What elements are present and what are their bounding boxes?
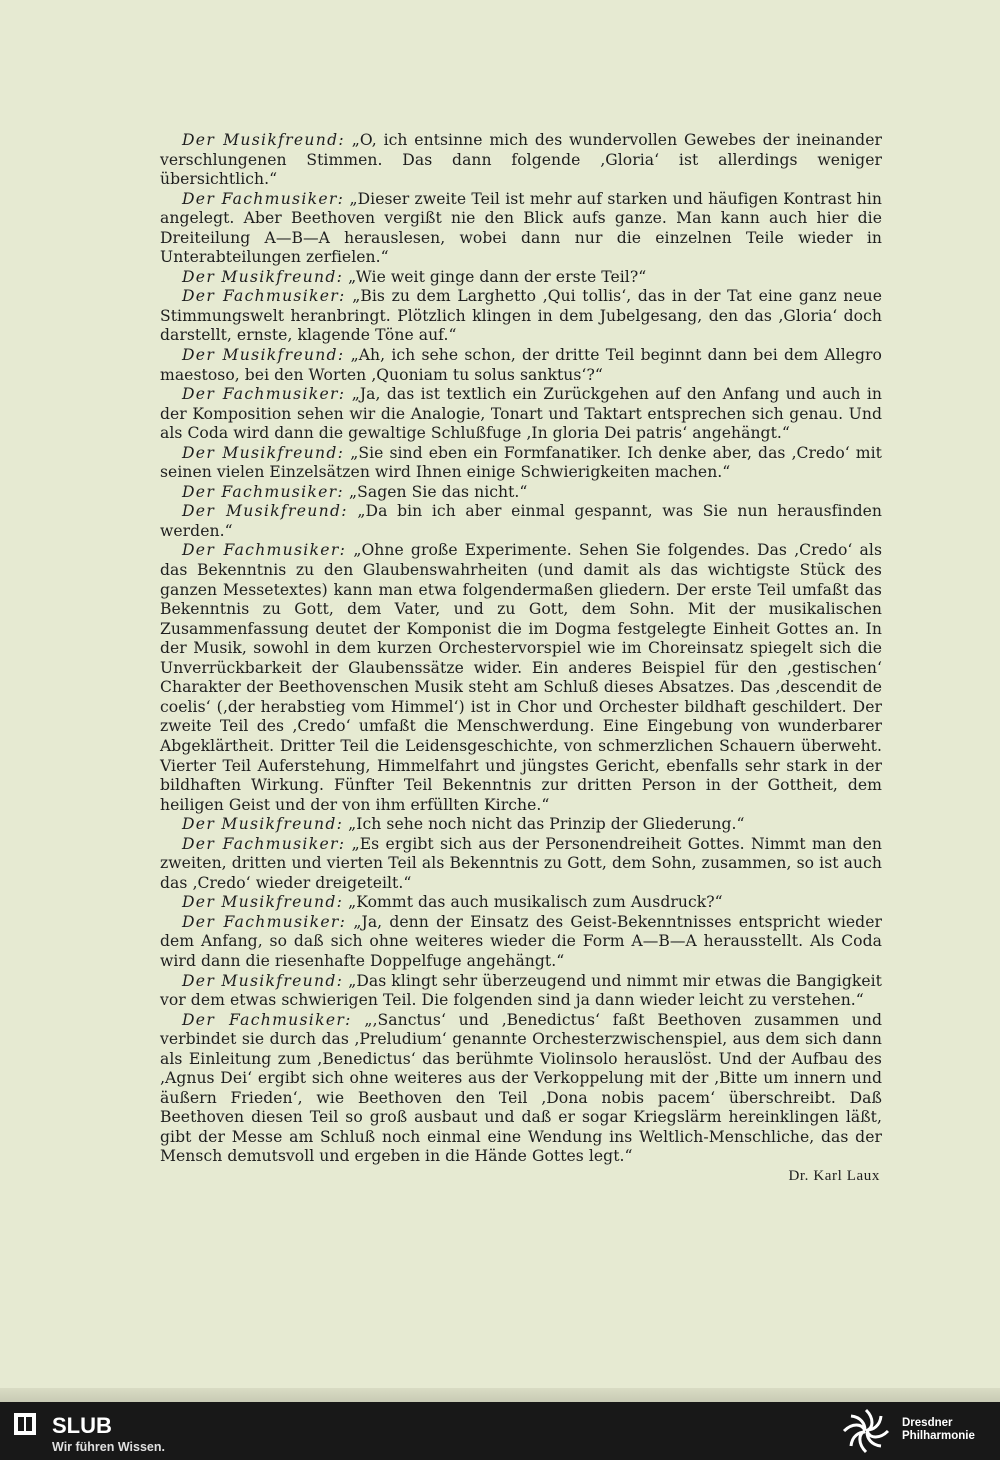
- paragraph-text: „‚Sanctus‘ und ‚Benedictus‘ faßt Beethoven zusammen und verbindet sie durch das ‚Preludium‘ genannte Orchesterzwischenspiel, aus dem sich dann als Einleitung zum ‚Benedictus‘ das berühmte Violinsolo herauslöst. Und der Aufbau des ‚Agnus Dei‘ ergibt sich ohne weiteres aus der Verkoppelung mit der ‚Bitte um innern und äußern Frieden‘, wie Beethoven den Teil ‚Dona nobis pacem‘ überschreibt. Daß Beethoven diesen Teil so groß ausbaut und daß er sogar Kriegslärm hereinklingen läßt, gibt der Messe am Schluß noch einmal eine Wendung ins Weltlich-Menschliche, das der Mensch demutsvoll und ergeben in die Hände Gottes legt.“: [160, 1010, 882, 1166]
- paragraph: [160, 502, 882, 541]
- paragraph: [160, 190, 882, 268]
- paper-edge: [0, 1388, 1000, 1402]
- paragraph: [160, 913, 882, 972]
- speaker-label: Der Fachmusiker:: [182, 287, 346, 306]
- paragraph-text: „Da bin ich aber einmal gespannt, was Sie nun herausfinden werden.“: [160, 502, 883, 540]
- partner-name-line1: Dresdner: [902, 1417, 953, 1429]
- speaker-label: Der Musikfreund:: [182, 346, 345, 365]
- speaker-label: Der Musikfreund:: [182, 971, 344, 990]
- paragraph-text: „Dieser zweite Teil ist mehr auf starken und häufigen Kontrast hin angelegt. Aber Beethoven vergißt nie den Blick aufs ganze. Man kann auch hier die Dreiteilung A—B—A herauslesen, wobei dann nur die einzelnen Teile wieder in Unterabteilungen zerfielen.“: [160, 189, 882, 267]
- paragraph-text: „Ah, ich sehe schon, der dritte Teil beginnt dann bei dem Allegro maestoso, bei den Worten ‚Quoniam tu solus sanktus‘?“: [160, 346, 882, 384]
- footer-bar: [0, 1402, 1000, 1460]
- partner-name-line2: Philharmonie: [902, 1430, 975, 1442]
- author-signature: Dr. Karl Laux: [788, 1167, 880, 1184]
- paragraph: [160, 385, 882, 444]
- paragraph-text: „Sie sind eben ein Formfanatiker. Ich denke aber, das ‚Credo‘ mit seinen vielen Einzelsätzen wird Ihnen einige Schwierigkeiten machen.“: [160, 443, 882, 482]
- speaker-label: Der Fachmusiker:: [182, 189, 345, 208]
- paragraph-text: „Ohne große Experimente. Sehen Sie folgendes. Das ‚Credo‘ als das Bekenntnis zu den Glaubenswahrheiten (und damit als das wichtigste Stück des ganzen Messetextes) kann man etwa folgendermaßen gliedern. Der erste Teil umfaßt das Bekenntnis zu Gott, dem Vater, und zu Gott, dem Sohn. Mit der musikalischen Zusammenfassung deutet der Komponist die im Dogma festgelegte Einheit Gottes an. In der Musik, sowohl in dem kurzen Orchestervorspiel wie im Choreinsatz spiegelt sich die Unverrückbarkeit der Glaubenssätze wider. Ein anderes Beispiel für den ‚gestischen‘ Charakter der Beethovenschen Musik steht am Schluß dieses Absatzes. Das ‚descendit de coelis‘ (‚der herabstieg vom Himmel‘) ist in Chor und Orchester bildhaft geschildert. Der zweite Teil des ‚Credo‘ umfaßt die Menschwerdung. Eine Eingebung von wunderbarer Abgeklärtheit. Dritter Teil die Leidensgeschichte, von schmerzlichen Schauern überweht. Vierter Teil Auferstehung, Himmelfahrt und jüngstes Gericht, ebenfalls sehr stark in der bildhaften Wirkung. Fünfter Teil Bekenntnis zur dritten Person in der Gottheit, dem heiligen Geist und der von ihm erfüllten Kirche.“: [160, 541, 882, 814]
- paragraph-text: „Ich sehe noch nicht das Prinzip der Gliederung.“: [343, 815, 745, 834]
- speaker-label: Der Fachmusiker:: [182, 834, 346, 853]
- paragraph: [160, 444, 882, 483]
- paragraph-text: „Wie weit ginge dann der erste Teil?“: [343, 267, 647, 286]
- paragraph: [160, 131, 882, 190]
- paragraph-text: „Das klingt sehr überzeugend und nimmt mir etwas die Bangigkeit vor dem etwas schwierigen Teil. Die folgenden sind ja dann wieder leicht zu verstehen.“: [160, 971, 882, 1010]
- paragraph-text: „Kommt das auch musikalisch zum Ausdruck?“: [343, 893, 723, 912]
- dialogue-text: [160, 131, 882, 1187]
- speaker-label: Der Fachmusiker:: [182, 482, 344, 501]
- paragraph: [160, 483, 882, 503]
- paragraph: [160, 346, 882, 385]
- slub-name[interactable]: SLUB: [52, 1413, 112, 1438]
- speaker-label: Der Musikfreund:: [182, 893, 344, 912]
- speaker-label: Der Fachmusiker:: [182, 541, 347, 560]
- speaker-label: Der Musikfreund:: [182, 815, 344, 834]
- paragraph-text: „Bis zu dem Larghetto ‚Qui tollis‘, das in der Tat eine ganz neue Stimmungswelt heranbringt. Plötzlich klingen in dem Jubelgesang, den das ‚Gloria‘ doch darstellt, ernste, klagende Töne auf.“: [160, 287, 883, 345]
- slub-tagline: Wir führen Wissen.: [52, 1440, 165, 1454]
- partner-name[interactable]: [902, 1417, 975, 1443]
- slub-logo-icon: [14, 1413, 36, 1435]
- paragraph: [160, 815, 882, 835]
- dresdner-philharmonie-logo-icon: [840, 1406, 892, 1456]
- paragraph: [160, 893, 882, 913]
- paragraph-text: „Es ergibt sich aus der Personendreiheit Gottes. Nimmt man den zweiten, dritten und vierten Teil als Bekenntnis zu Gott, dem Sohn, zusammen, so ist auch das ‚Credo‘ wieder dreigeteilt.“: [160, 834, 882, 892]
- speaker-label: Der Fachmusiker:: [182, 385, 346, 404]
- paragraph-text: „Ja, das ist textlich ein Zurückgehen auf den Anfang und auch in der Komposition sehen wir die Analogie, Tonart und Taktart entsprechen sich genau. Und als Coda wird dann die gewaltige Schlußfuge ‚In gloria Dei patris‘ angehängt.“: [160, 385, 883, 443]
- speaker-label: Der Fachmusiker:: [182, 912, 347, 931]
- paragraph-text: „O, ich entsinne mich des wundervollen Gewebes der ineinander verschlungenen Stimmen. Das dann folgende ‚Gloria‘ ist allerdings weniger übersichtlich.“: [160, 131, 882, 189]
- paragraph-text: „Ja, denn der Einsatz des Geist-Bekenntnisses entspricht wieder dem Anfang, so daß sich ohne weiteres wieder die Form A—B—A herausstellt. Als Coda wird dann die riesenhafte Doppelfuge angehängt.“: [160, 912, 882, 970]
- paragraph: [160, 287, 882, 346]
- speaker-label: Der Musikfreund:: [182, 443, 345, 462]
- speaker-label: Der Musikfreund:: [182, 502, 348, 521]
- speaker-label: Der Fachmusiker:: [182, 1010, 352, 1029]
- paragraph: [160, 972, 882, 1011]
- paragraph: [160, 1011, 882, 1167]
- paragraph: [160, 268, 882, 288]
- speaker-label: Der Musikfreund:: [182, 131, 345, 149]
- paragraph-text: „Sagen Sie das nicht.“: [343, 482, 528, 501]
- speaker-label: Der Musikfreund:: [182, 267, 344, 286]
- paragraph: [160, 835, 882, 894]
- paragraph: [160, 541, 882, 815]
